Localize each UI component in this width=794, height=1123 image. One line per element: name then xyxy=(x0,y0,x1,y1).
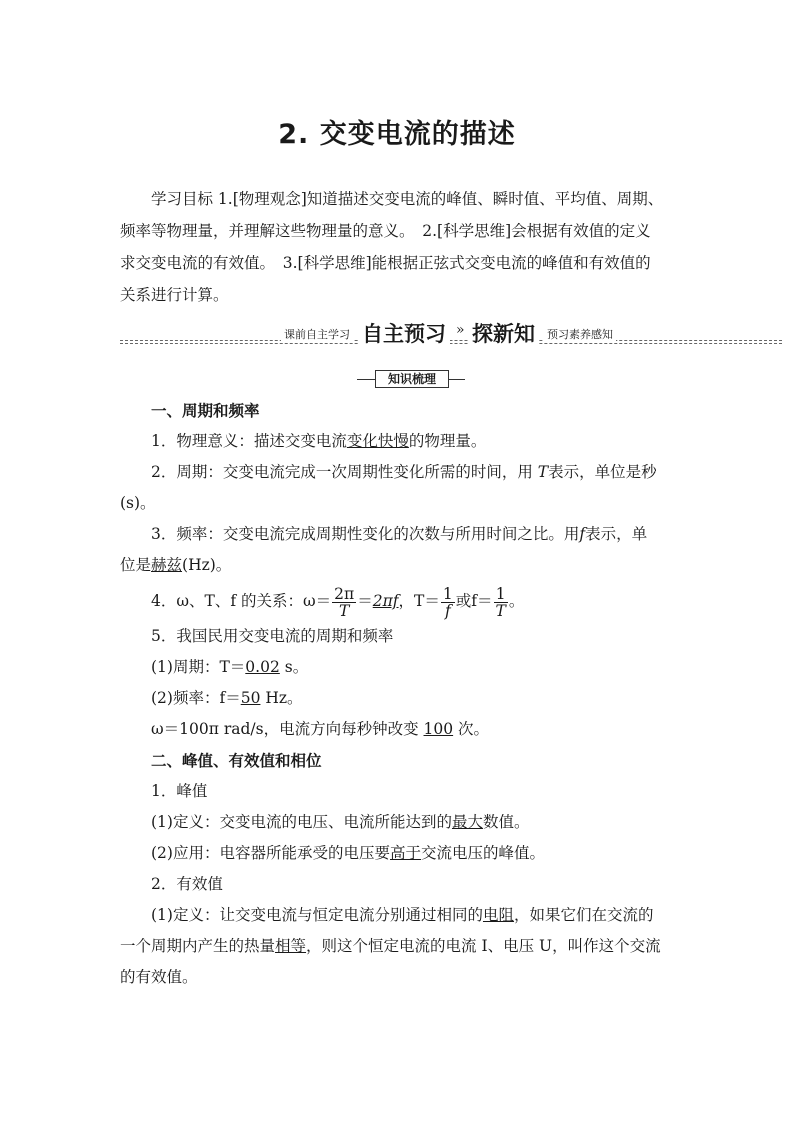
numerator: 2π xyxy=(334,584,355,603)
label-box: 知识梳理 xyxy=(375,370,449,388)
text: 数值。 xyxy=(482,813,530,831)
paragraph-effective-end: 的有效值。 xyxy=(120,968,198,986)
denominator: T xyxy=(339,601,350,620)
text: (1)定义：交变电流的电压、电流所能达到的 xyxy=(151,813,452,831)
paragraph-omega xyxy=(120,714,676,745)
text: 表示，单位是秒 xyxy=(548,463,657,481)
answer-underline: 变化快慢 xyxy=(346,432,409,450)
subheading-effective: 2．有效值 xyxy=(151,875,223,893)
learning-goals xyxy=(120,183,676,311)
numerator: 1 xyxy=(442,584,453,603)
knowledge-label xyxy=(357,370,465,388)
text: (2)应用：电容器所能承受的电压要 xyxy=(151,844,390,862)
goals-line-2: 频率等物理量，并理解这些物理量的意义。 2.[科学思维]会根据有效值的定义 xyxy=(120,222,651,240)
text: ，如果它们在交流的 xyxy=(513,906,654,924)
text: ＝ xyxy=(357,592,373,610)
answer-underline: 50 xyxy=(240,689,261,707)
main-content xyxy=(120,395,676,993)
paragraph-frequency-value xyxy=(120,683,676,714)
banner-rule-top xyxy=(120,340,782,341)
text: ，则这个恒定电流的电流 I、电压 U，叫作这个交流 xyxy=(306,937,661,955)
denominator: f xyxy=(444,601,451,620)
answer-underline: 2πf xyxy=(372,592,399,610)
text: (1)周期：T＝ xyxy=(151,658,246,676)
text: 1．物理意义：描述交变电流 xyxy=(151,432,347,450)
text: 的物理量。 xyxy=(408,432,487,450)
text: Hz。 xyxy=(260,689,303,707)
text: (Hz)。 xyxy=(182,556,232,574)
banner-main-title-1: 自主预习 xyxy=(358,318,450,348)
section-1-heading: 一、周期和频率 xyxy=(151,401,260,420)
chevron-right-icon: » xyxy=(456,322,465,338)
page-title: 2. 交变电流的描述 xyxy=(278,119,516,150)
banner-left-subtitle: 课前自主学习 xyxy=(281,326,353,342)
text: 表示，单 xyxy=(585,525,648,543)
banner-rule-bottom xyxy=(120,343,782,344)
text: ω＝100π rad/s，电流方向每秒钟改变 xyxy=(151,720,424,738)
numerator: 1 xyxy=(494,586,508,603)
answer-underline: 100 xyxy=(423,720,454,738)
banner-main-title-2: 探新知 xyxy=(468,318,539,348)
paragraph-china-ac: 5．我国民用交变电流的周期和频率 xyxy=(151,627,394,645)
denominator: T xyxy=(495,601,506,620)
section-banner xyxy=(120,318,782,350)
text: 一个周期内产生的热量 xyxy=(120,937,276,955)
paragraph-frequency-cont xyxy=(120,550,676,581)
text: (2)频率：f＝ xyxy=(151,689,241,707)
text: 2．周期：交变电流完成一次周期性变化所需的时间，用 xyxy=(151,463,538,481)
paragraph-effective-definition xyxy=(120,900,676,931)
paragraph-effective-cont xyxy=(120,931,676,962)
paragraph-peak-definition xyxy=(120,807,676,838)
paragraph-frequency xyxy=(120,519,676,550)
subheading-peak: 1．峰值 xyxy=(151,782,208,800)
paragraph-peak-application xyxy=(120,838,676,869)
goals-line-3: 求交变电流的有效值。 3.[科学思维]能根据正弦式交变电流的峰值和有效值的 xyxy=(120,254,651,272)
answer-underline: 相等 xyxy=(275,937,307,955)
symbol: f xyxy=(579,525,586,543)
text: 交流电压的峰值。 xyxy=(420,844,545,862)
answer-underline: 0.02 xyxy=(245,658,280,676)
text: 。 xyxy=(508,592,525,610)
fraction xyxy=(494,586,508,619)
paragraph-period-cont: (s)。 xyxy=(120,494,156,512)
fraction xyxy=(332,586,356,619)
section-2-heading: 二、峰值、有效值和相位 xyxy=(151,751,322,770)
answer-underline: 赫兹 xyxy=(151,556,183,574)
banner-right-subtitle: 预习素养感知 xyxy=(544,326,616,342)
symbol: T xyxy=(537,463,549,481)
fraction xyxy=(441,586,455,619)
text: s。 xyxy=(279,658,309,676)
text: (1)定义：让交变电流与恒定电流分别通过相同的 xyxy=(151,906,483,924)
text: ，T＝ xyxy=(398,592,440,610)
answer-underline: 最大 xyxy=(451,813,483,831)
answer-underline: 高于 xyxy=(389,844,421,862)
goals-line-4: 关系进行计算。 xyxy=(120,286,229,304)
paragraph-relation xyxy=(120,581,676,621)
paragraph-period xyxy=(120,457,676,488)
paragraph-meaning xyxy=(120,426,676,457)
text: 4．ω、T、f 的关系：ω＝ xyxy=(151,592,332,610)
paragraph-period-value xyxy=(120,652,676,683)
text: 次。 xyxy=(453,720,490,738)
text: 3．频率：交变电流完成周期性变化的次数与所用时间之比。用 xyxy=(151,525,580,543)
goals-line-1: 学习目标 1.[物理观念]知道描述交变电流的峰值、瞬时值、平均值、周期、 xyxy=(151,190,664,208)
answer-underline: 电阻 xyxy=(482,906,514,924)
text: 位是 xyxy=(120,556,152,574)
text: 或f＝ xyxy=(455,592,493,610)
